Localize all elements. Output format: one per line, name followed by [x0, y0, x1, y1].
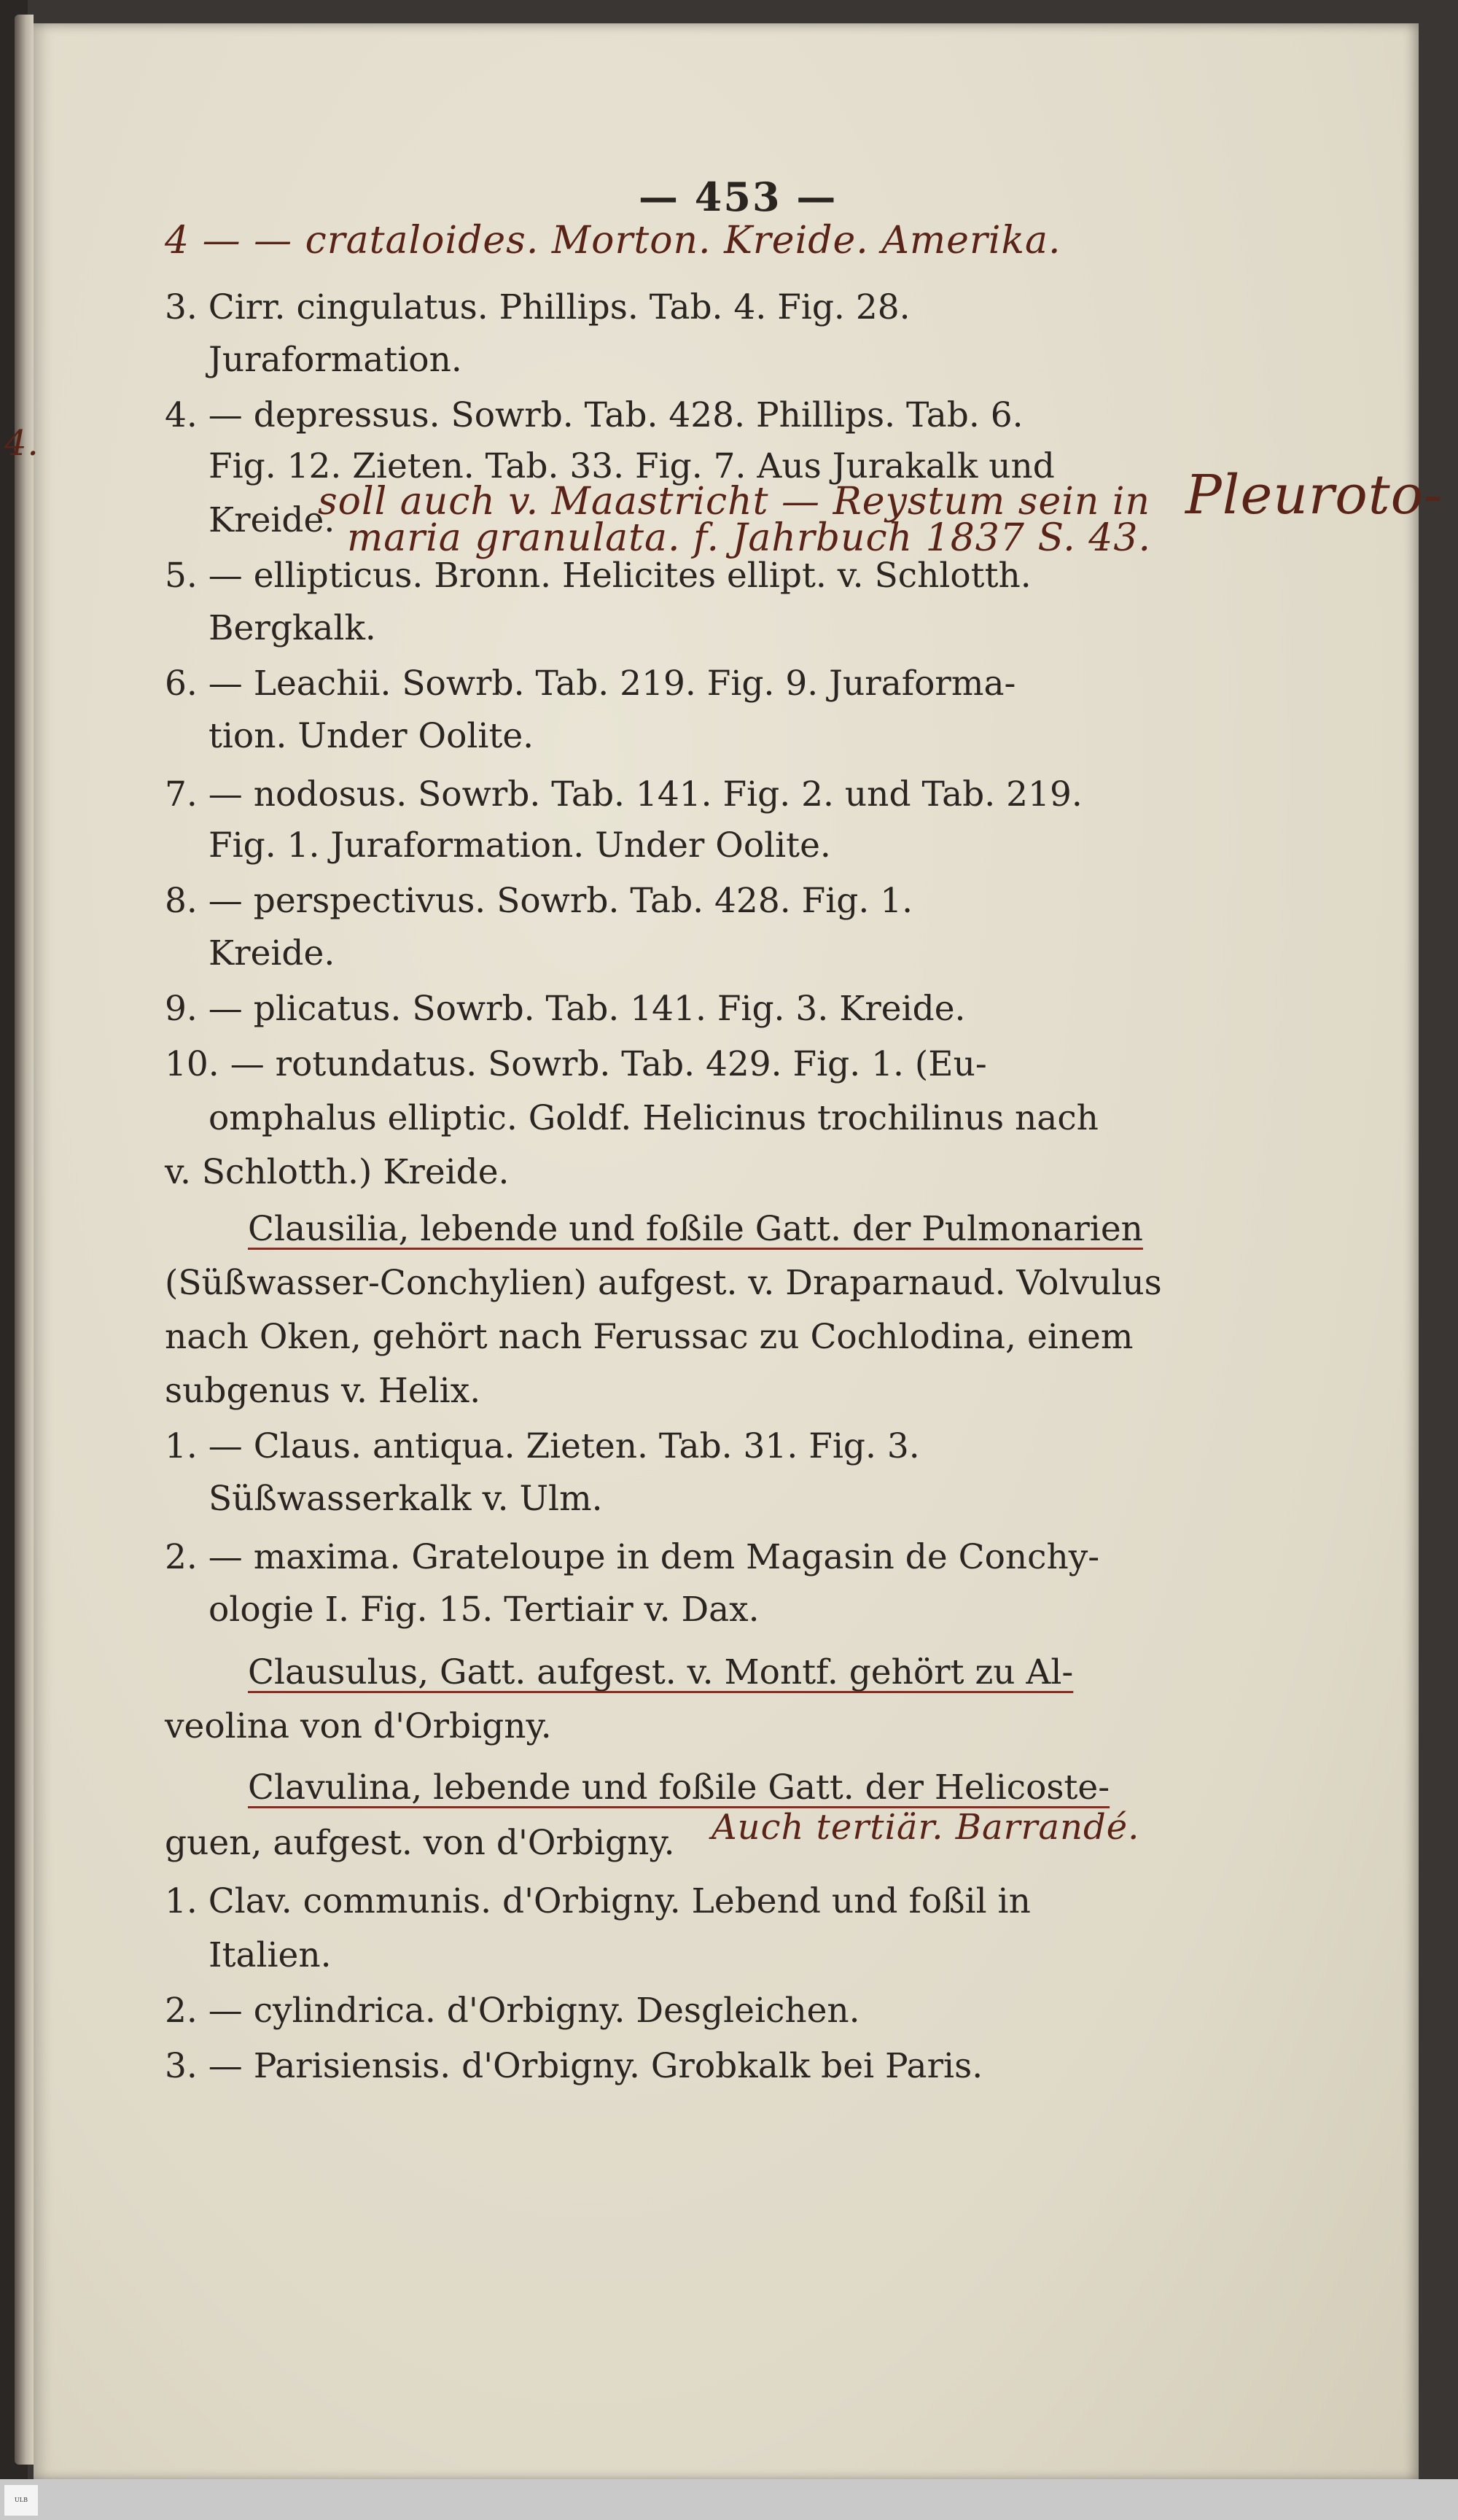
entry-line: 2. — cylindrica. d'Orbigny. Desgleichen.: [165, 1991, 860, 2031]
page-number: — 453 —: [639, 174, 838, 220]
library-logo: ULB: [4, 2485, 38, 2516]
genus-heading-clausilia: Clausilia, lebende und foßile Gatt. der Pulmonarien: [248, 1209, 1143, 1249]
entry-line: 7. — nodosus. Sowrb. Tab. 141. Fig. 2. und Tab. 219.: [165, 774, 1083, 814]
entry-line: Kreide.: [208, 933, 335, 973]
entry-line: 6. — Leachii. Sowrb. Tab. 219. Fig. 9. Juraforma-: [165, 664, 1016, 704]
handwritten-insert-2: maria granulata. f. Jahrbuch 1837 S. 43.: [347, 516, 1152, 560]
genus-heading-clavulina: Clavulina, lebende und foßile Gatt. der Helicoste-: [248, 1768, 1110, 1808]
scan-footer-strip: [0, 2479, 1458, 2520]
entry-line: tion. Under Oolite.: [208, 716, 534, 756]
page-text: [4, 23, 1443, 2481]
entry-line: Italien.: [208, 1935, 332, 1975]
book-spine-edge: [15, 15, 34, 2465]
entry-line: 3. Cirr. cingulatus. Phillips. Tab. 4. Fig. 28.: [165, 287, 911, 327]
entry-line: 8. — perspectivus. Sowrb. Tab. 428. Fig. 1.: [165, 881, 913, 921]
entry-line: Juraformation.: [208, 340, 462, 380]
handwritten-right-margin: Pleuroto-: [1185, 464, 1443, 526]
entry-line: 2. — maxima. Grateloupe in dem Magasin de Conchy-: [165, 1537, 1100, 1577]
handwritten-clavulina-note: Auch tertiär. Barrandé.: [712, 1807, 1140, 1848]
entry-line: ologie I. Fig. 15. Tertiair v. Dax.: [208, 1590, 760, 1630]
entry-line: Fig. 12. Zieten. Tab. 33. Fig. 7. Aus Jurakalk und: [208, 446, 1055, 486]
entry-line: 9. — plicatus. Sowrb. Tab. 141. Fig. 3. Kreide.: [165, 989, 966, 1029]
entry-line: omphalus elliptic. Goldf. Helicinus trochilinus nach: [208, 1098, 1099, 1138]
entry-line: Kreide.: [208, 500, 335, 540]
entry-line: veolina von d'Orbigny.: [165, 1706, 552, 1746]
entry-line: 3. — Parisiensis. d'Orbigny. Grobkalk bei Paris.: [165, 2046, 983, 2086]
entry-line: Süßwasserkalk v. Ulm.: [208, 1479, 603, 1519]
genus-heading-clausulus: Clausulus, Gatt. aufgest. v. Montf. gehört zu Al-: [248, 1652, 1074, 1692]
entry-line: Fig. 1. Juraformation. Under Oolite.: [208, 825, 831, 866]
book-page: [4, 23, 1443, 2481]
entry-line: 1. — Claus. antiqua. Zieten. Tab. 31. Fig. 3.: [165, 1426, 920, 1466]
entry-line: 10. — rotundatus. Sowrb. Tab. 429. Fig. 1. (Eu-: [165, 1044, 987, 1084]
entry-line: subgenus v. Helix.: [165, 1371, 481, 1411]
entry-line: 5. — ellipticus. Bronn. Helicites ellipt. v. Schlotth.: [165, 556, 1032, 596]
entry-line: Bergkalk.: [208, 608, 376, 648]
handwritten-insert: soll auch v. Maastricht — Reystum sein in: [318, 480, 1151, 524]
entry-line: 4. — depressus. Sowrb. Tab. 428. Phillips. Tab. 6.: [165, 395, 1024, 435]
entry-line: 1. Clav. communis. d'Orbigny. Lebend und foßil in: [165, 1881, 1031, 1921]
entry-line: guen, aufgest. von d'Orbigny.: [165, 1823, 675, 1863]
entry-line: v. Schlotth.) Kreide.: [165, 1152, 510, 1192]
handwritten-margin-number: 4.: [4, 423, 39, 464]
handwritten-top-note: 4 — — crataloides. Morton. Kreide. Amerika.: [165, 219, 1061, 262]
entry-line: (Süßwasser-Conchylien) aufgest. v. Draparnaud. Volvulus: [165, 1263, 1162, 1303]
entry-line: nach Oken, gehört nach Ferussac zu Cochlodina, einem: [165, 1317, 1134, 1357]
